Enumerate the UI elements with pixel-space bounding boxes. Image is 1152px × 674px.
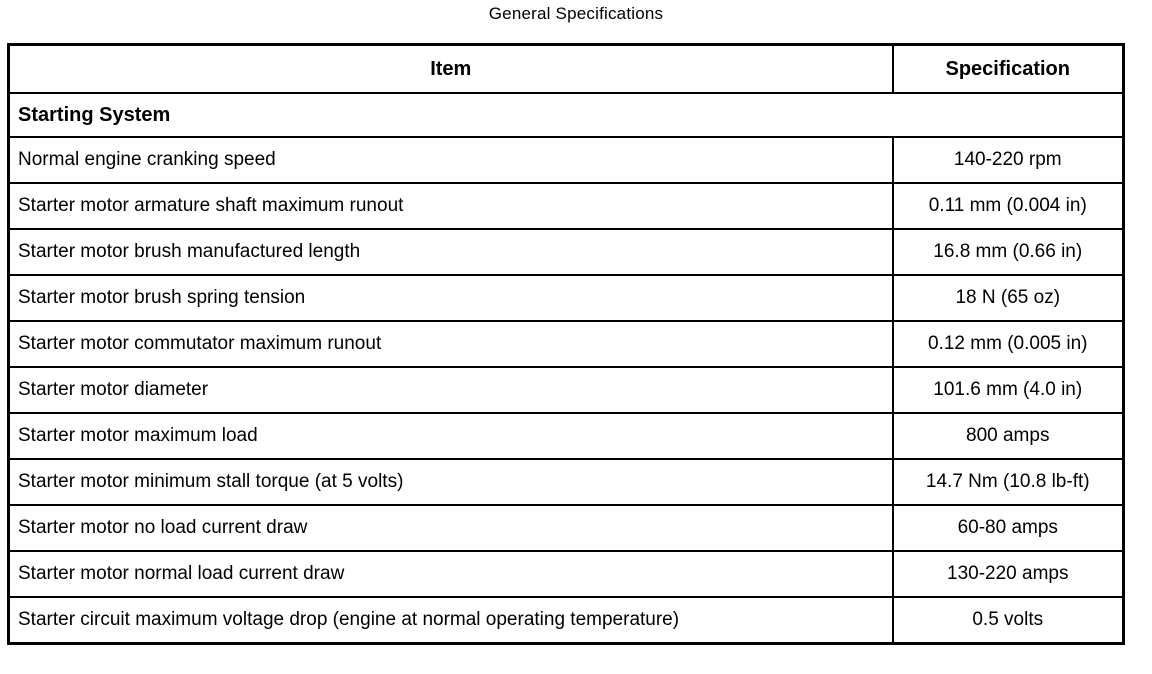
spec-cell: 16.8 mm (0.66 in) bbox=[893, 229, 1124, 275]
table-row bbox=[9, 183, 1124, 229]
item-cell: Starter motor maximum load bbox=[9, 413, 893, 459]
item-cell: Starter motor normal load current draw bbox=[9, 551, 893, 597]
page-title: General Specifications bbox=[488, 4, 664, 23]
table-row bbox=[9, 275, 1124, 321]
item-cell: Starter motor brush spring tension bbox=[9, 275, 893, 321]
table-row bbox=[9, 413, 1124, 459]
spec-cell: 101.6 mm (4.0 in) bbox=[893, 367, 1124, 413]
table-row bbox=[9, 505, 1124, 551]
item-cell: Starter motor commutator maximum runout bbox=[9, 321, 893, 367]
item-cell: Starter motor armature shaft maximum runout bbox=[9, 183, 893, 229]
spec-cell: 14.7 Nm (10.8 lb-ft) bbox=[893, 459, 1124, 505]
item-cell: Starter motor diameter bbox=[9, 367, 893, 413]
spec-table-body bbox=[9, 93, 1124, 644]
column-header-item: Item bbox=[9, 45, 893, 94]
section-title: Starting System bbox=[9, 93, 1124, 137]
spec-cell: 18 N (65 oz) bbox=[893, 275, 1124, 321]
table-row bbox=[9, 229, 1124, 275]
item-cell: Starter motor minimum stall torque (at 5 volts) bbox=[9, 459, 893, 505]
spec-cell: 130-220 amps bbox=[893, 551, 1124, 597]
item-cell: Starter motor no load current draw bbox=[9, 505, 893, 551]
section-row bbox=[9, 93, 1124, 137]
spec-cell: 60-80 amps bbox=[893, 505, 1124, 551]
table-row bbox=[9, 551, 1124, 597]
item-cell: Normal engine cranking speed bbox=[9, 137, 893, 183]
table-row bbox=[9, 367, 1124, 413]
table-row bbox=[9, 459, 1124, 505]
spec-cell: 0.5 volts bbox=[893, 597, 1124, 644]
table-row bbox=[9, 597, 1124, 644]
table-row bbox=[9, 321, 1124, 367]
spec-cell: 140-220 rpm bbox=[893, 137, 1124, 183]
spec-cell: 0.12 mm (0.005 in) bbox=[893, 321, 1124, 367]
spec-cell: 800 amps bbox=[893, 413, 1124, 459]
table-row bbox=[9, 137, 1124, 183]
item-cell: Starter motor brush manufactured length bbox=[9, 229, 893, 275]
column-header-specification: Specification bbox=[893, 45, 1124, 94]
item-cell: Starter circuit maximum voltage drop (engine at normal operating temperature) bbox=[9, 597, 893, 644]
general-specifications-table bbox=[7, 43, 1125, 645]
spec-cell: 0.11 mm (0.004 in) bbox=[893, 183, 1124, 229]
table-header-row bbox=[9, 45, 1124, 94]
